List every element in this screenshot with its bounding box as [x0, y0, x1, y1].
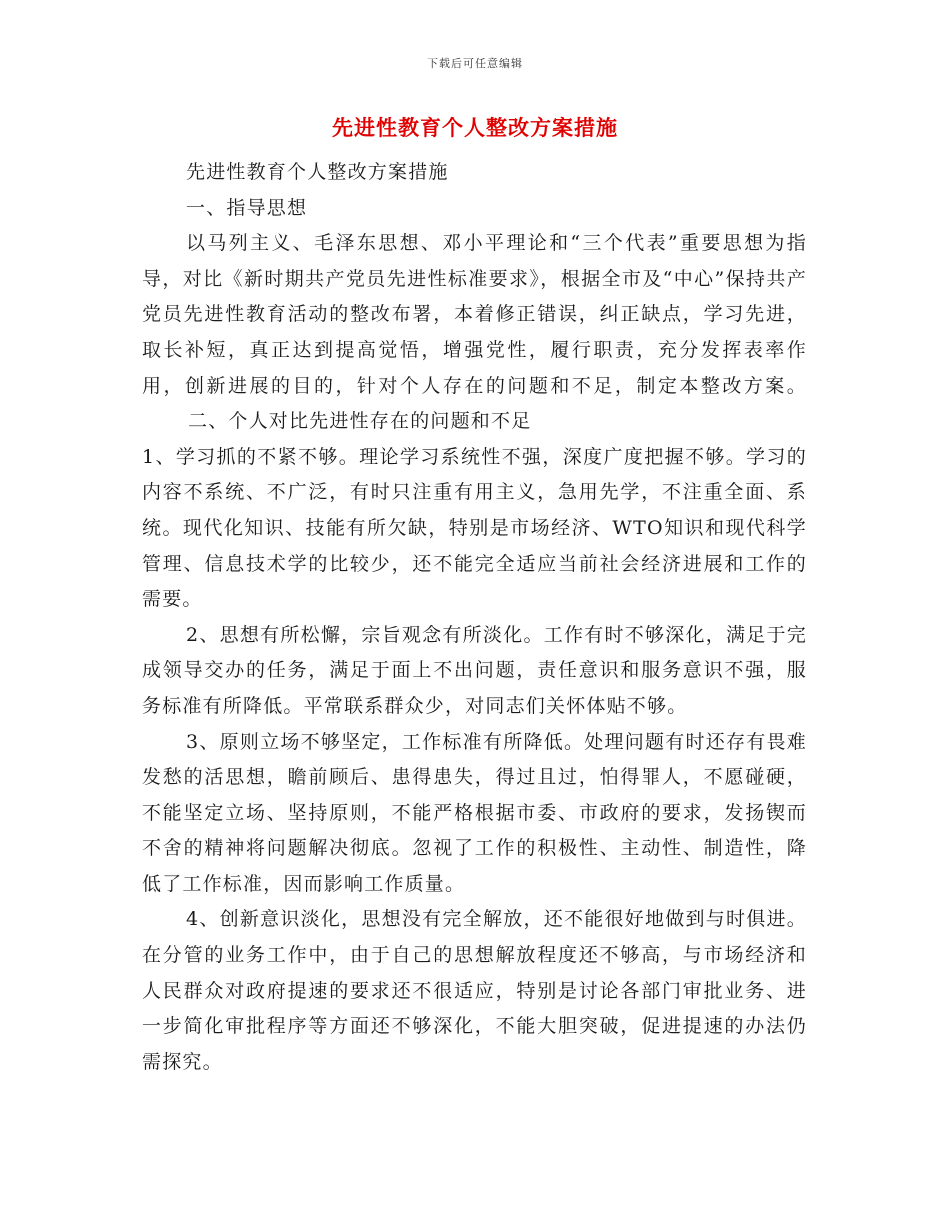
paragraph-problem-4: 4、创新意识淡化，思想没有完全解放，还不能很好地做到与时俱进。在分管的业务工作中，由于自己的思想解放程度还不够高，与市场经济和人民群众对政府提速的要求还不很适应，特别是讨论各部门审批业务、进一步简化审批程序等方面还不够深化，不能大胆突破，促进提速的办法仍需探究。	[142, 908, 807, 1073]
paragraph-guiding-ideology	[142, 226, 807, 440]
header-note: 下载后可任意编辑	[427, 57, 523, 70]
paragraph-heading-problems: 二、个人对比先进性存在的问题和不足	[188, 410, 532, 433]
document-body	[142, 155, 807, 1080]
paragraph-problem-2: 2、思想有所松懈，宗旨观念有所淡化。工作有时不够深化，满足于完成领导交办的任务，满足于面上不出问题，责任意识和服务意识不强，服务标准有所降低。平常联系群众少，对同志们关怀体贴不够。	[142, 623, 807, 717]
paragraph-subtitle: 先进性教育个人整改方案措施	[186, 161, 449, 183]
paragraph-heading-guiding-ideology: 一、指导思想	[186, 196, 308, 219]
paragraph-problem-1: 1、学习抓的不紧不够。理论学习系统性不强，深度广度把握不够。学习的内容不系统、不广泛，有时只注重有用主义，急用先学，不注重全面、系统。现代化知识、技能有所欠缺，特别是市场经济、WTO知识和现代科学管理、信息技术学的比较少，还不能完全适应当前社会经济进展和工作的需要。	[142, 445, 807, 611]
paragraph-guiding-ideology-text: 以马列主义、毛泽东思想、邓小平理论和“三个代表”重要思想为指导，对比《新时期共产党员先进性标准要求》，根据全市及“中心”保持共产党员先进性教育活动的整改布署，本着修正错误，纠正缺点，学习先进，取长补短，真正达到提高觉悟，增强党性，履行职责，充分发挥表率作用，创新进展的目的，针对个人存在的问题和不足，制定本整改方案。	[142, 232, 807, 397]
document-title: 先进性教育个人整改方案措施	[332, 115, 618, 140]
paragraph-problem-3: 3、原则立场不够坚定，工作标准有所降低。处理问题有时还存有畏难发愁的活思想，瞻前顾后、患得患失，得过且过，怕得罪人，不愿碰硬，不能坚定立场、坚持原则，不能严格根据市委、市政府的要求，发扬锲而不舍的精神将问题解决彻底。忽视了工作的积极性、主动性、制造性，降低了工作标准，因而影响工作质量。	[142, 730, 807, 895]
